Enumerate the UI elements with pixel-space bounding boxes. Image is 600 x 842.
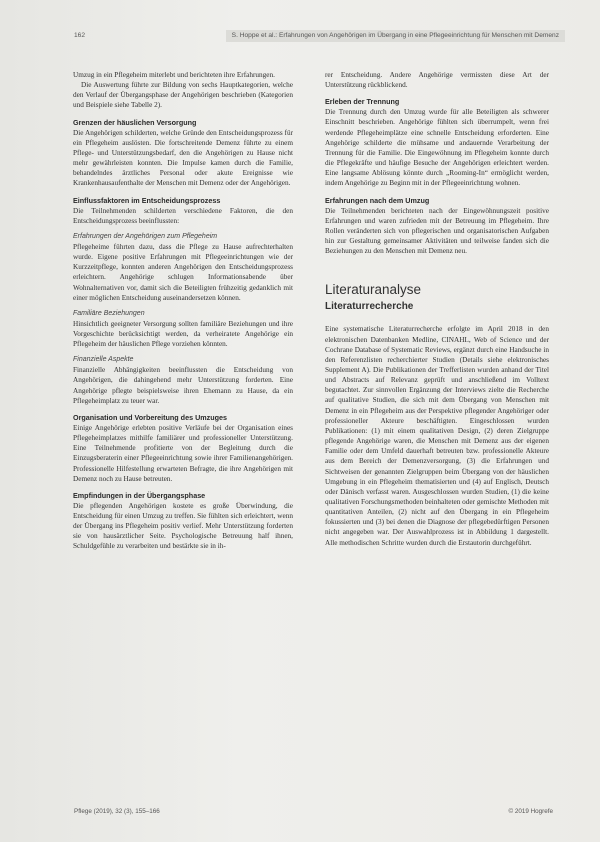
subsection-heading: Erfahrungen der Angehörigen zum Pflegeheim: [73, 232, 218, 240]
subsection-heading: Familiäre Beziehungen: [73, 309, 145, 317]
page-header: [60, 30, 565, 44]
paragraph: Umzug in ein Pflegeheim miterlebt und berichteten ihre Erfahrungen.: [73, 71, 275, 79]
paragraph: Finanzielle Abhängigkeiten beeinflussten die Entscheidung von Angehörigen, die dahingehend mehr Unterstützung forderten. Eine Angehörige pflegte beispielsweise ihren Ehemann zu Hause, da ein Pflegeheimplatz zu teuer war.: [73, 366, 293, 405]
paragraph: Hinsichtlich geeigneter Versorgung sollten familiäre Beziehungen und ihre Vorgeschichte berücksichtigt werden, da verheiratete Angehörige ein Pflegeheim der häuslichen Pflege vorziehen könnten.: [73, 319, 293, 349]
section-heading: Organisation und Vorbereitung des Umzuges: [73, 412, 228, 422]
paragraph: Die pflegenden Angehörigen kostete es große Überwindung, die Entscheidung für einen Umzug zu treffen. Sie fühlten sich erleichtert, wenn der Übergang ins Pflegeheim positiv verlief. Mehr Unterstützung forderten sie von hausärztlicher Seite. Psychologische Betreuung half ihnen, Schuldgefühle zu verarbeiten und bestärkte sie in ih-: [73, 501, 293, 551]
section-heading: Grenzen der häuslichen Versorgung: [73, 117, 197, 127]
section-heading: Empfindungen in der Übergangsphase: [73, 490, 206, 500]
running-head: S. Hoppe et al.: Erfahrungen von Angehörigen im Übergang in eine Pflegeeinrichtung für Menschen mit Demenz: [226, 30, 565, 42]
copyright: © 2019 Hogrefe: [508, 808, 553, 815]
paragraph: Die Angehörigen schilderten, welche Gründe den Entscheidungsprozess für ein Pflegeheim auslösten. Die fortschreitende Demenz führte zu einem Pflege- und Unterstützungsbedarf, den die Angehörigen zu Hause nicht mehr gewährleisten konnten. Die Impulse kamen durch die Familie, behandelndes ärztliches Personal oder akute Ereignisse wie Krankenhausaufenthalte der Menschen mit Demenz oder der Angehörigen.: [73, 128, 293, 188]
paragraph: Die Auswertung führte zur Bildung von sechs Hauptkategorien, welche den Verlauf der Übergangsphase der Angehörigen beschrieben (Kategorien und Beispiele siehe Tabelle 2).: [73, 81, 293, 110]
paragraph: Die Teilnehmenden schilderten verschiedene Faktoren, die den Entscheidungsprozess beeinflussten:: [73, 206, 293, 225]
chapter-subheading: Literaturrecherche: [325, 301, 414, 313]
subsection-heading: Finanzielle Aspekte: [73, 356, 134, 364]
left-column: [73, 70, 293, 552]
paragraph: Die Trennung durch den Umzug wurde für alle Beteiligten als schwerer Einschnitt beschrieben. Angehörige fühlten sich überrumpelt, wenn frei werdende Pflegeheimplätze eine schnelle Entscheidung erforderten. Eine Angehörige schilderte die mühsame und andauernde Verarbeitung der Trennung für die Familie. Die Eingewöhnung im Pflegeheim konnte durch die Pflegekräfte und häufige Besuche der Angehörigen erleichtert werden. Eine langsame Ablösung könnte durch „Rooming-In“ ermöglicht werden, indem Angehörige zu Beginn mit in der Pflegeeinrichtung wohnen.: [325, 108, 549, 188]
chapter-heading: Literaturanalyse: [325, 282, 422, 298]
page-number: 162: [74, 32, 86, 39]
section-heading: Erfahrungen nach dem Umzug: [325, 195, 430, 205]
right-column: [325, 70, 549, 548]
section-heading: Erleben der Trennung: [325, 97, 400, 107]
paragraph: rer Entscheidung. Andere Angehörige vermissten diese Art der Unterstützung rückblickend.: [325, 71, 549, 90]
paragraph: Einige Angehörige erlebten positive Verläufe bei der Organisation eines Pflegeheimplatzes mithilfe familiärer und professioneller Unterstützung. Eine Teilnehmende profitierte von der Begleitung durch die Einzugsberaterin einer Pflegeeinrichtung sowie ihrer Familienangehörigen. Professionelle Hilfestellung erwarteten Befragte, die ihre Angehörigen mit Demenz noch zu Hause betreuten.: [73, 423, 293, 483]
paragraph: Eine systematische Literaturrecherche erfolgte im April 2018 in den elektronischen Datenbanken Medline, CINAHL, Web of Science und der Cochrane Database of Systematic Reviews, ergänzt durch eine Handsuche in den Referenzlisten recherchierter Studien (Details siehe elektronisches Supplement A). Die Publikationen der Trefferlisten wurden anhand der Titel und Abstracts auf Relevanz geprüft und anschließend im Volltext begutachtet. Zur sinnvollen Ergänzung der Interviews zielte die Recherche auf qualitative Studien, die sich mit dem Übergang von Menschen mit Demenz in ein Pflegeheim aus der Perspektive pflegender Angehöriger oder professioneller Akteure beschäftigten. Eingeschlossen wurden Publikationen: (1) mit einem qualitativen Design, (2) deren Zielgruppe pflegende Angehörige waren, die Menschen mit Demenz aus der eigenen Familie oder dem Umfeld dauerhaft betreuten bzw. professionelle Akteure aus dem Bereich der Demenzversorgung, (3) die Erfahrungen und Sichtweisen der genannten Zielgruppen beim Übergang von der häuslichen Umgebung in ein Pflegeheim thematisierten und (4) auf Englisch, Deutsch oder Dänisch verfasst waren. Ausgeschlossen wurden Studien, (1) die keine qualitativen Forschungsmethoden beinhalteten oder gemischte Methoden mit quantitativen Anteilen, (2) nicht auf den Übergang in ein Pflegeheim fokussierten und (3) bei denen die Diagnose der pflegebedürftigen Personen nicht angegeben war. Der Auswahlprozess ist in Abbildung 1 dargestellt. Alle methodischen Schritte wurden durch die Erstautorin durchgeführt.: [325, 325, 549, 547]
paragraph: Pflegeheime führten dazu, dass die Pflege zu Hause aufrechterhalten wurde. Eigene positive Erfahrungen mit Pflegeeinrichtungen wie der Kurzzeitpflege, konnten anderen Angehörigen den Entscheidungsprozess erleichtern. Angehörige schlugen Informationsabende über Wohnalternativen vor, damit sich die Beteiligten frühzeitig gedanklich mit einer möglichen Entscheidung auseinandersetzen können.: [73, 242, 293, 302]
paragraph: Die Teilnehmenden berichteten nach der Eingewöhnungszeit positive Erfahrungen und waren zufrieden mit der Betreuung im Pflegeheim. Ihre Rollen veränderten sich von pflegerischen und organisatorischen Aufgaben hin zur Gestaltung gemeinsamer Aktivitäten und teilweise fanden sich die Beziehungen zu den Menschen mit Demenz neu.: [325, 206, 549, 256]
section-heading: Einflussfaktoren im Entscheidungsprozess: [73, 195, 221, 205]
journal-citation: Pflege (2019), 32 (3), 155–166: [74, 808, 160, 815]
